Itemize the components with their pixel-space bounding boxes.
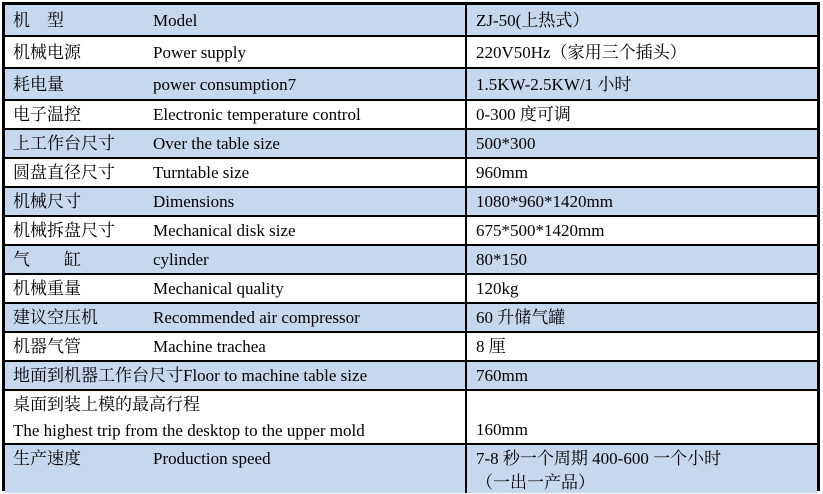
label-cn: 电子温控 bbox=[13, 105, 81, 124]
label-cn: 建议空压机 bbox=[13, 308, 98, 327]
row-label-cell bbox=[5, 246, 467, 273]
row-label-cell bbox=[5, 101, 467, 128]
label-en: cylinder bbox=[153, 250, 209, 269]
label-cn: 生产速度 bbox=[13, 449, 81, 468]
value-line-2: （一出一产品） bbox=[476, 473, 595, 492]
label-en: Mechanical quality bbox=[153, 279, 284, 298]
label-en: Dimensions bbox=[153, 192, 235, 211]
spec-row-production-speed bbox=[5, 445, 817, 493]
label-en: Power supply bbox=[153, 42, 247, 62]
row-value-cell: ZJ-50(上热式） bbox=[476, 10, 590, 30]
label-cn: 上工作台尺寸 bbox=[13, 134, 115, 153]
row-value-cell: 80*150 bbox=[476, 250, 527, 269]
label-en: Recommended air compressor bbox=[153, 308, 360, 327]
row-value-cell: 60 升储气罐 bbox=[476, 308, 566, 327]
label-cn: 机 型 bbox=[13, 10, 64, 30]
value-line-1: 7-8 秒一个周期 400-600 一个小时 bbox=[476, 449, 722, 468]
spec-row-turntable-size bbox=[5, 159, 817, 188]
spec-row-power-supply bbox=[5, 37, 817, 69]
row-label-cell bbox=[5, 275, 467, 302]
spec-row-dimensions bbox=[5, 188, 817, 217]
spec-row-air-compressor bbox=[5, 304, 817, 333]
row-value-cell: 160mm bbox=[476, 420, 528, 439]
row-value-cell: 0-300 度可调 bbox=[476, 105, 571, 124]
spec-row-power-consumption bbox=[5, 69, 817, 101]
spec-table bbox=[2, 2, 820, 491]
row-value-cell: 675*500*1420mm bbox=[476, 221, 605, 240]
row-label-cell bbox=[5, 37, 467, 67]
label-cn: 机械电源 bbox=[13, 42, 81, 62]
row-value-cell: 120kg bbox=[476, 279, 519, 298]
row-value-cell: 220V50Hz（家用三个插头） bbox=[476, 42, 687, 62]
row-label-cell bbox=[5, 159, 467, 186]
spec-row-cylinder bbox=[5, 246, 817, 275]
spec-row-disk-size bbox=[5, 217, 817, 246]
label-en: Electronic temperature control bbox=[153, 105, 361, 124]
label-en: The highest trip from the desktop to the upper mold bbox=[13, 421, 365, 440]
row-value-cell: 960mm bbox=[476, 163, 528, 182]
row-value-cell: 500*300 bbox=[476, 134, 536, 153]
label-en: Model bbox=[153, 10, 198, 30]
row-label-cell bbox=[5, 5, 467, 35]
spec-row-table-size bbox=[5, 130, 817, 159]
label-cn: 气 缸 bbox=[13, 250, 81, 269]
row-label-cell bbox=[5, 217, 467, 244]
row-label-cell bbox=[5, 69, 467, 99]
label-cn: 机器气管 bbox=[13, 337, 81, 356]
label-cn: 机械尺寸 bbox=[13, 192, 81, 211]
label-en: Turntable size bbox=[153, 163, 250, 182]
label-cn: 机械重量 bbox=[13, 279, 81, 298]
spec-row-floor-to-table bbox=[5, 362, 817, 391]
row-label-cell bbox=[5, 333, 467, 360]
row-label-cell bbox=[5, 362, 467, 389]
spec-row-machine-trachea bbox=[5, 333, 817, 362]
row-value-cell: 1080*960*1420mm bbox=[476, 192, 613, 211]
row-label-cell bbox=[5, 445, 467, 493]
label-cn: 桌面到装上模的最高行程 bbox=[13, 395, 200, 414]
spec-row-weight bbox=[5, 275, 817, 304]
row-value-cell: 8 厘 bbox=[476, 337, 506, 356]
label-cn: 圆盘直径尺寸 bbox=[13, 163, 115, 182]
row-value-cell: 760mm bbox=[476, 366, 528, 385]
label-en: Mechanical disk size bbox=[153, 221, 296, 240]
label-cn: 机械拆盘尺寸 bbox=[13, 221, 115, 240]
row-value-cell: 1.5KW-2.5KW/1 小时 bbox=[476, 74, 632, 94]
row-label-cell bbox=[5, 304, 467, 331]
label-en: Production speed bbox=[153, 449, 271, 468]
spec-row-temperature-control bbox=[5, 101, 817, 130]
row-label-cell bbox=[5, 188, 467, 215]
spec-row-highest-trip bbox=[5, 391, 817, 445]
label-en: Over the table size bbox=[153, 134, 280, 153]
label-en: Machine trachea bbox=[153, 337, 266, 356]
label-cn: 耗电量 bbox=[13, 74, 64, 94]
row-label-cell bbox=[5, 130, 467, 157]
label-cn: 地面到机器工作台尺寸 bbox=[13, 366, 183, 385]
label-en: Floor to machine table size bbox=[183, 366, 368, 385]
spec-row-model bbox=[5, 5, 817, 37]
row-value-cell bbox=[467, 445, 817, 493]
label-en: power consumption7 bbox=[153, 74, 297, 94]
row-label-cell bbox=[5, 391, 467, 443]
